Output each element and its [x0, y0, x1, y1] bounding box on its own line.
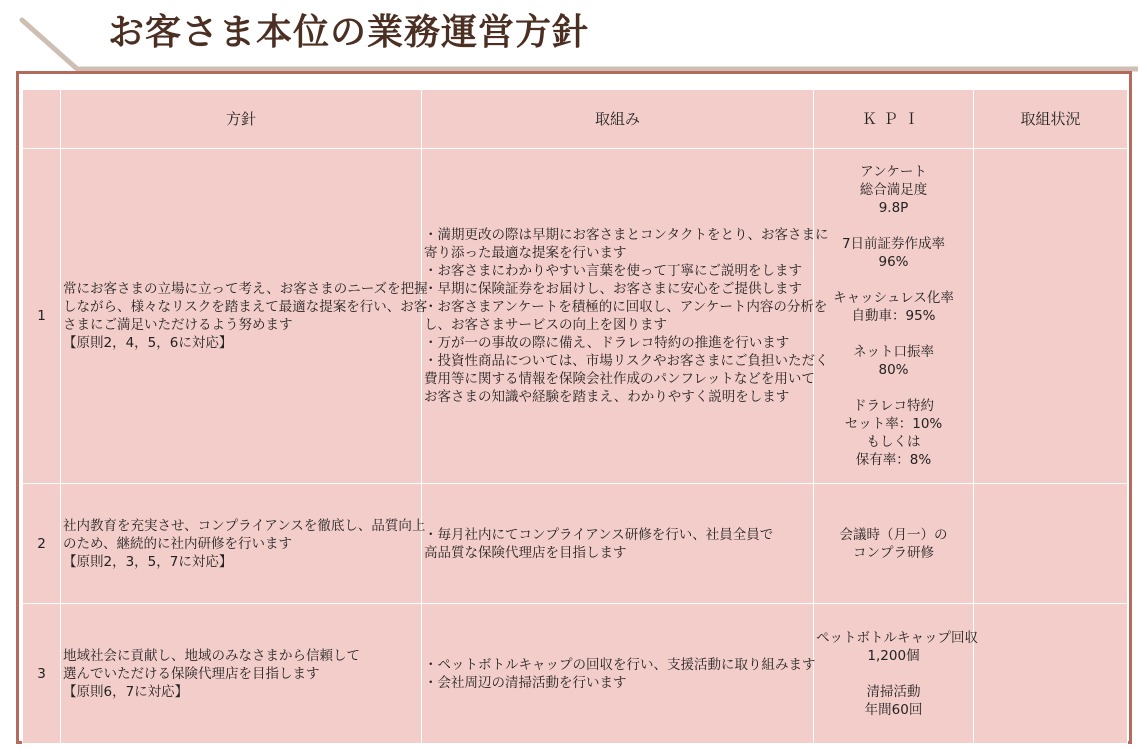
kpi-line: 80% — [878, 362, 909, 378]
policy-line: 【原則6，7に対応】 — [63, 683, 189, 700]
action-line: 費用等に関する情報を保険会社作成のパンフレットなどを用いて — [424, 371, 815, 387]
header-status: 取組状況 — [974, 90, 1128, 149]
policy-line: 選んでいただける保険代理店を目指します — [63, 665, 320, 682]
kpi-line: ネット口振率 — [853, 344, 934, 360]
kpi-line: アンケート — [860, 164, 927, 180]
policy-table — [22, 89, 1128, 744]
actions-cell — [422, 149, 829, 484]
policy-line: しながら、様々なリスクを踏まえて最適な提案を行い、お客 — [63, 299, 428, 315]
action-line: ・お客さまにわかりやすい言葉を使って丁寧にご説明をします — [424, 263, 802, 279]
kpi-gap — [816, 325, 971, 343]
kpi-line: 清掃活動 — [866, 683, 921, 700]
action-line: お客さまの知識や経験を踏まえ、わかりやすく説明をします — [424, 389, 790, 405]
policy-line: 【原則2，4，5，6に対応】 — [63, 335, 233, 351]
kpi-line: 年間60回 — [864, 701, 923, 718]
kpi-line: 9.8P — [878, 200, 909, 216]
action-line: ・会社周辺の清掃活動を行います — [424, 674, 627, 691]
actions-cell — [422, 604, 814, 744]
header-policy: 方針 — [61, 90, 422, 149]
action-line: ・満期更改の際は早期にお客さまとコンタクトをとり、お客さまに — [424, 227, 829, 243]
table-row — [23, 484, 1128, 604]
kpi-gap — [816, 379, 971, 397]
kpi-line: 自動車：95% — [851, 308, 936, 324]
header-row — [23, 90, 1128, 149]
kpi-line: セット率：10% — [844, 416, 943, 432]
policy-line: さまにご満足いただけるよう努めます — [63, 317, 293, 333]
kpi-line: もしくは — [866, 434, 921, 450]
header-number — [23, 90, 61, 149]
kpi-gap — [816, 665, 971, 683]
action-line: ・お客さまアンケートを積極的に回収し、アンケート内容の分析を — [424, 299, 828, 315]
status-cell — [974, 604, 1128, 744]
action-line: 寄り添った最適な提案を行います — [424, 245, 627, 261]
kpi-line: 96% — [878, 254, 909, 270]
action-line: ・早期に保険証券をお届けし、お客さまに安心をご提供します — [424, 281, 802, 297]
table-row — [23, 604, 1128, 744]
kpi-line: 会議時（月一）の — [839, 526, 948, 543]
action-line: ・ペットボトルキャップの回収を行い、支援活動に取り組みます — [424, 656, 816, 673]
actions-cell — [422, 484, 814, 604]
action-line: ・投資性商品については、市場リスクやお客さまにご負担いただく — [424, 353, 829, 369]
header-actions: 取組み — [422, 90, 814, 149]
policy-line: 常にお客さまの立場に立って考え、お客さまのニーズを把握 — [63, 281, 428, 297]
policy-cell — [61, 604, 422, 744]
action-line: 高品質な保険代理店を目指します — [424, 544, 627, 561]
header-kpi: ＫＰＩ — [814, 90, 974, 149]
kpi-line: 保有率：8% — [855, 452, 932, 468]
page-title: お客さま本位の業務運営方針 — [108, 12, 590, 53]
policy-cell — [61, 484, 426, 604]
kpi-line: ドラレコ特約 — [853, 398, 934, 414]
kpi-line: キャッシュレス化率 — [833, 290, 954, 306]
kpi-line: 1,200個 — [867, 647, 920, 664]
kpi-line: 7日前証券作成率 — [841, 236, 946, 252]
kpi-cell — [814, 484, 974, 604]
policy-line: 地域社会に貢献し、地域のみなさまから信頼して — [63, 647, 360, 664]
action-line: し、お客さまサービスの向上を図ります — [424, 317, 667, 333]
kpi-gap — [816, 217, 971, 235]
policy-cell — [61, 149, 428, 484]
kpi-cell — [814, 149, 974, 484]
kpi-line: ペットボトルキャップ回収 — [816, 629, 978, 646]
row-number: 2 — [23, 484, 61, 604]
policy-line: 【原則2，3，5，7に対応】 — [63, 553, 233, 570]
action-line: ・万が一の事故の際に備え、ドラレコ特約の推進を行います — [424, 335, 790, 351]
policy-line: のため、継続的に社内研修を行います — [63, 535, 292, 552]
row-number: 1 — [23, 149, 61, 484]
status-cell — [974, 149, 1128, 484]
row-number: 3 — [23, 604, 61, 744]
kpi-gap — [816, 271, 971, 289]
kpi-line: コンプラ研修 — [853, 544, 934, 561]
status-cell — [974, 484, 1128, 604]
table-row — [23, 149, 1128, 484]
kpi-cell — [814, 604, 978, 744]
action-line: ・毎月社内にてコンプライアンス研修を行い、社員全員で — [424, 526, 774, 543]
kpi-line: 総合満足度 — [859, 182, 928, 198]
policy-line: 社内教育を充実させ、コンプライアンスを徹底し、品質向上 — [63, 517, 426, 534]
